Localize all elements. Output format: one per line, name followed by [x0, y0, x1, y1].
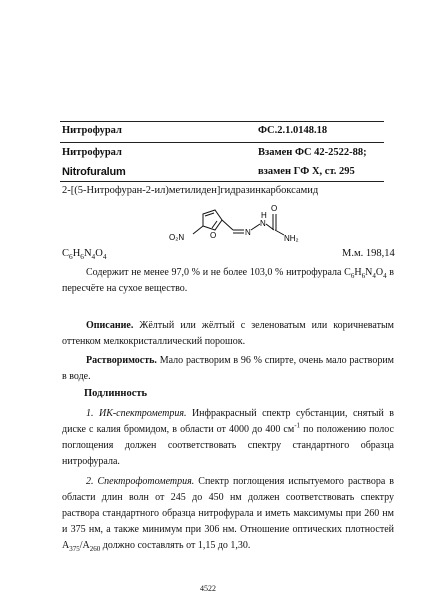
ir-label: 1. ИК-спектрометрия.: [86, 408, 187, 419]
title-russian: Нитрофурал: [62, 125, 122, 136]
formula-c: C: [62, 248, 70, 259]
solubility-text: Мало растворим в 96 % спирте, очень мало растворим в воде.: [62, 355, 394, 382]
imine-nitrogen-label: N: [245, 228, 251, 237]
structural-formula: [165, 200, 305, 248]
content-sub-4: 4: [383, 272, 387, 280]
content-text-n: N: [365, 267, 373, 278]
ir-text-1: Инфракрасный спектр субстанции, снятый в диске с калия бромидом, в области от 4000 до 400 см: [62, 408, 395, 435]
uv-text-mid: /A: [79, 540, 90, 551]
molecular-mass: М.м. 198,14: [342, 248, 395, 259]
description-text: Жёлтый или жёлтый с зеленоватым или коричневатым оттенком мелкокристаллический порошок.: [62, 320, 394, 347]
ring-oxygen-label: O: [210, 231, 217, 240]
solubility-label: Растворимость.: [86, 355, 157, 366]
uv-text-2: должно составлять от 1,15 до 1,30.: [100, 540, 251, 551]
replaces-gf: взамен ГФ X, ст. 295: [258, 166, 355, 177]
content-text-h: H: [354, 267, 362, 278]
content-sub-3: 4: [372, 272, 376, 280]
hydrazine-hydrogen-label: H: [261, 211, 267, 220]
content-sub-1: 6: [350, 272, 355, 280]
molecular-formula: [62, 248, 107, 262]
formula-n: N: [83, 248, 92, 259]
content-text-o: O: [375, 267, 384, 278]
header-row-1: [62, 125, 382, 140]
ring-double-bond-1: [205, 213, 214, 216]
replaces-fs: Взамен ФС 42-2522-88;: [258, 147, 367, 158]
header-row-3: [62, 166, 382, 181]
title-latin: Nitrofuralum: [62, 166, 126, 178]
methylidene-bond: [222, 220, 233, 230]
uv-label: 2. Спектрофотометрия.: [86, 476, 195, 487]
content-text-2: в пересчёте на сухое вещество.: [62, 267, 394, 294]
uv-paragraph: [62, 474, 394, 554]
nitro-bond: [193, 226, 203, 234]
hydrazine-bond: [251, 224, 260, 230]
description-paragraph: [62, 318, 394, 350]
uv-sub-2: 260: [89, 545, 101, 553]
nitro-group-label: O₂N: [169, 233, 185, 242]
amine-bond: [275, 230, 284, 235]
content-paragraph: [62, 265, 394, 297]
content-sub-2: 6: [361, 272, 366, 280]
ir-superscript: -1: [294, 421, 301, 430]
page-number: 4522: [200, 584, 216, 593]
header-row-2: [62, 147, 382, 162]
description-label: Описание.: [86, 320, 134, 331]
header-rule-2: [60, 142, 384, 143]
header-bottom-rule: [60, 181, 384, 182]
formula-o: O: [95, 248, 103, 259]
content-text-1: Содержит не менее 97,0 % и не более 103,0 % нитрофурала C: [86, 267, 351, 278]
uv-sub-1: 375: [69, 545, 80, 553]
formula-n-count: 4: [91, 252, 96, 262]
uv-text-1: Спектр поглощения испытуемого раствора в области длин волн от 245 до 450 нм должен соответствовать спектру раствора стандартного образца нитрофурала и иметь максимумы при 260 нм и 375 нм, а также минимум при 306 нм. Отношение оптических плотностей A: [62, 476, 395, 551]
amino-group-label: NH₂: [284, 234, 299, 243]
ring-double-bond-2: [212, 221, 217, 228]
ir-text-2: по положению полос поглощения должен соответствовать спектру стандартного образца нитрофурала.: [62, 424, 394, 467]
carbonyl-oxygen-label: O: [271, 204, 278, 213]
title-russian-2: Нитрофурал: [62, 147, 122, 158]
hydrazine-nitrogen-label: N: [260, 219, 266, 228]
formula-h: H: [72, 248, 81, 259]
authenticity-heading: Подлинность: [84, 388, 148, 399]
chemical-name: 2-[(5-Нитрофуран-2-ил)метилиден]гидразинкарбоксамид: [62, 185, 319, 196]
ir-paragraph: [62, 406, 394, 470]
formula-h-count: 6: [80, 252, 84, 262]
formula-c-count: 6: [69, 252, 73, 262]
pharmacopoeia-article-code: ФС.2.1.0148.18: [258, 125, 328, 136]
solubility-paragraph: [62, 353, 394, 385]
formula-o-count: 4: [102, 252, 107, 262]
header-top-rule: [60, 121, 384, 122]
